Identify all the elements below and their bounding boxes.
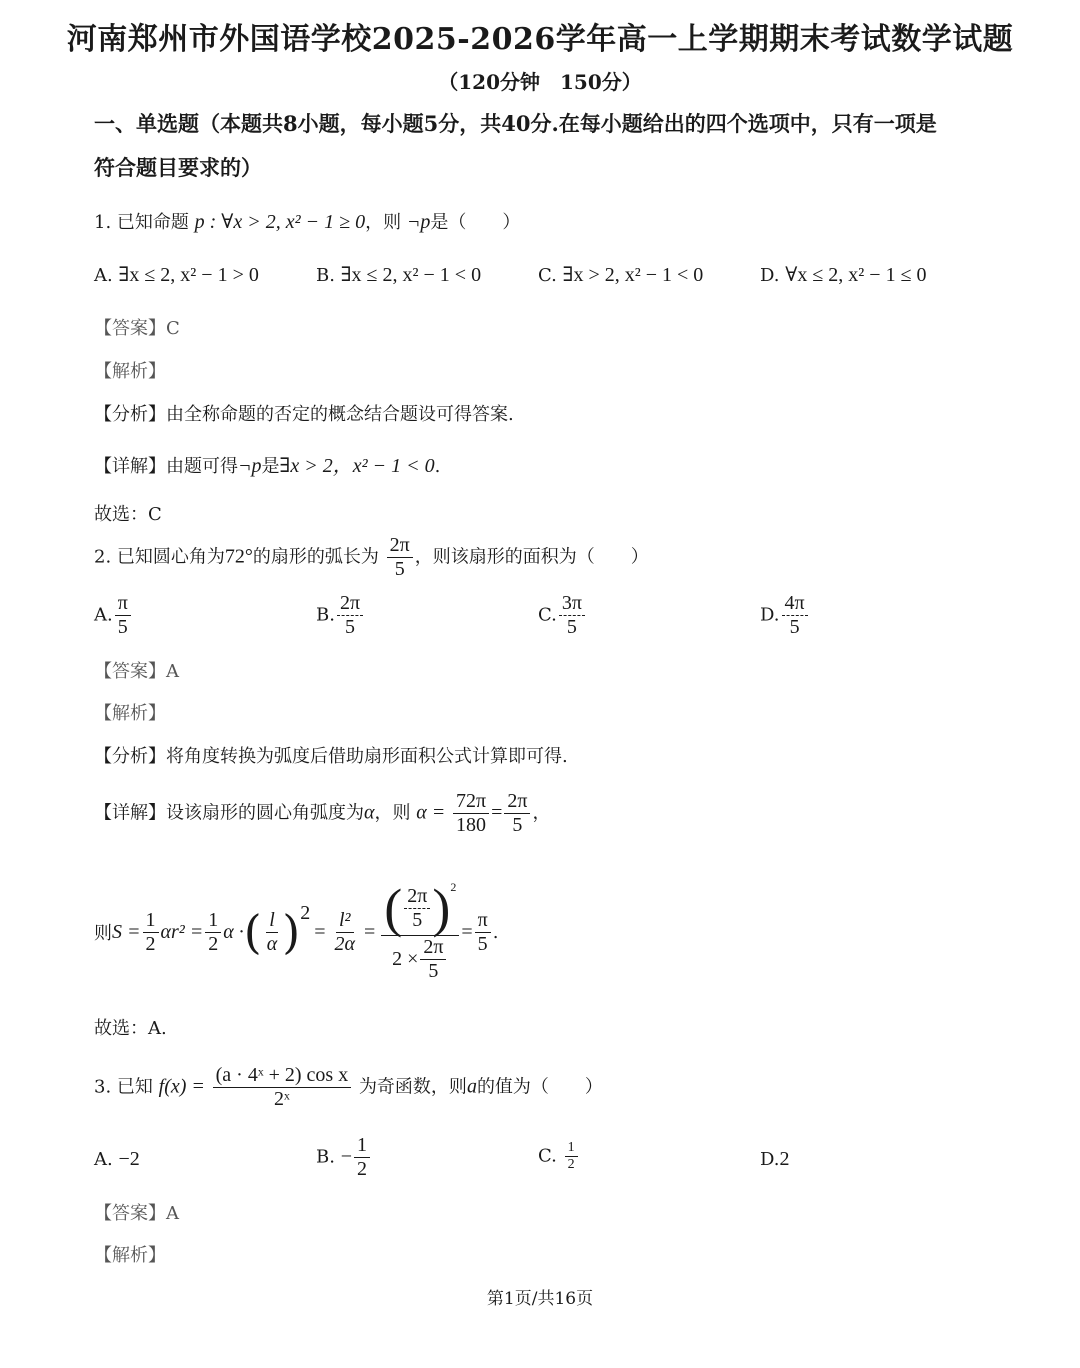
q1-jiexi-label: 【解析】 <box>94 361 166 382</box>
q3-option-d: D.2 <box>760 1148 790 1170</box>
q1-option-b: B. ∃x ≤ 2, x² − 1 < 0 <box>316 264 482 286</box>
q2-option-a: A. $\frac{\pi}{5}$ <box>94 592 133 639</box>
question-3-stem: 3. 已知 f(x) = $\frac{\text{(a · 4ˣ + 2) cos x}}{\text{2ˣ}}$ 为奇函数，则a的值为（ ） <box>94 1064 603 1110</box>
q1-option-c: C. ∃x > 2, x² − 1 < 0 <box>538 264 704 286</box>
q2-option-d: D. $\frac{4\pi}{5}$ <box>760 592 810 639</box>
q3-option-b: B. − $\frac{1}{2}$ <box>316 1134 372 1181</box>
q1-detail: 【详解】由题可得¬p是∃x > 2，x² − 1 < 0. <box>94 455 441 477</box>
q1-option-d: D. ∀x ≤ 2, x² − 1 ≤ 0 <box>760 264 927 286</box>
q2-option-b: B. $\frac{2\pi}{5}$ <box>316 592 365 639</box>
q3-option-a: A. −2 <box>94 1148 140 1170</box>
exam-duration-score: （120分钟 150分） <box>438 70 642 94</box>
q1-analysis: 【分析】由全称命题的否定的概念结合题设可得答案. <box>94 404 514 425</box>
q3-jiexi-label: 【解析】 <box>94 1245 166 1266</box>
q1-answer: 【答案】C <box>94 318 180 339</box>
q2-answer: 【答案】A <box>94 661 179 682</box>
q3-option-c: C. $\frac{1}{2}$ <box>538 1140 580 1173</box>
q1-option-a: A. ∃x ≤ 2, x² − 1 > 0 <box>94 264 259 286</box>
section-heading: 一、单选题（本题共8小题，每小题5分，共40分.在每小题给出的四个选项中，只有一项是 <box>94 111 937 136</box>
q2-detail: 【详解】设该扇形的圆心角弧度为α，则 α = $\frac{72\pi}{180}$ = $\frac{2\pi}{5}$ ， <box>94 790 551 836</box>
question-2-stem: 2. 已知圆心角为72°的扇形的弧长为 $\frac{2\pi}{5}$ ，则该扇形的面积为（ ） <box>94 534 649 580</box>
q1-choose: 故选：C <box>94 504 162 525</box>
q3-answer: 【答案】A <box>94 1203 179 1224</box>
question-1-stem: 1. 已知命题 p : ∀x > 2, x² − 1 ≥ 0，则 ¬p是（ ） <box>94 211 521 233</box>
page-footer: 第1页/共16页 <box>486 1289 594 1309</box>
q2-choose: 故选：A. <box>94 1018 167 1039</box>
q2-option-c: C. $\frac{3\pi}{5}$ <box>538 592 587 639</box>
q2-area-formula: 则 S = $\frac{1}{2}$ αr² = $\frac{1}{2}$ α · ( $\frac{l}{\alpha}$ ) 2 = $\frac{\text{l²}}{2\alpha}$ = ( $\frac{2\pi}{5}$ ) $^2$ 2 × $\frac{2\pi}{5}$ = $\frac{\pi}{5}$ . <box>94 878 499 982</box>
q2-jiexi-label: 【解析】 <box>94 703 166 724</box>
section-heading-cont: 符合题目要求的） <box>94 155 262 180</box>
page-title: 河南郑州市外国语学校2025-2026学年高一上学期期末考试数学试题 <box>66 22 1014 57</box>
q2-analysis: 【分析】将角度转换为弧度后借助扇形面积公式计算即可得. <box>94 746 568 767</box>
